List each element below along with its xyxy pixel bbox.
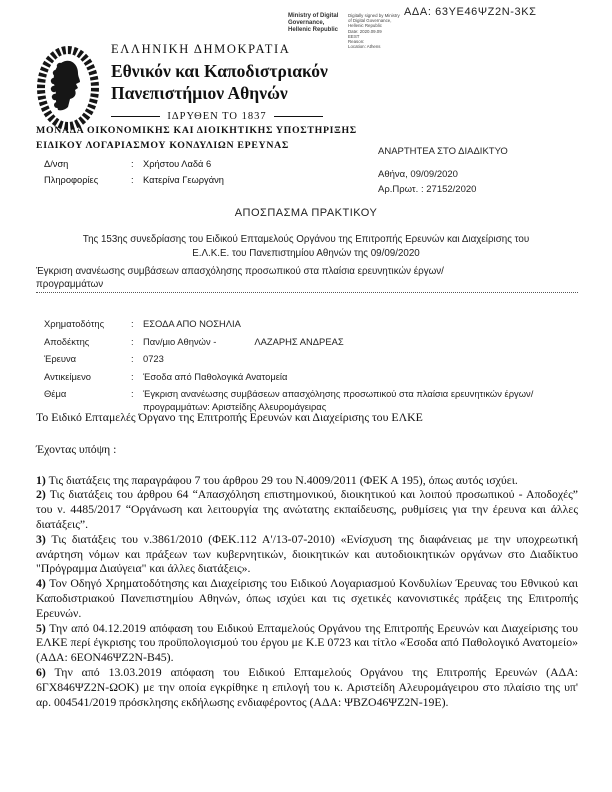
recipient-name: ΛΑΖΑΡΗΣ ΑΝΔΡΕΑΣ bbox=[254, 335, 344, 347]
field-value-topic: Έγκριση ανανέωσης συμβάσεων απασχόλησης προσωπικού στα πλαίσια ερευνητικών έργων/προγραμμάτων: Αριστείδης Αλευρομάγειρας bbox=[143, 388, 534, 412]
university-emblem-icon bbox=[36, 46, 100, 130]
field-value-object: Έσοδα από Παθολογικά Ανατομεία bbox=[143, 370, 288, 382]
unit-line2: ΕΙΔΙΚΟΥ ΛΟΓΑΡΙΑΣΜΟΥ ΚΟΝΔΥΛΙΩΝ ΕΡΕΥΝΑΣ bbox=[36, 140, 289, 151]
list-item: 5) Την από 04.12.2019 απόφαση του Ειδικού Επταμελούς Οργάνου της Επιτροπής Ερευνών και Διαχείρισης του ΕΛΚΕ περί έγκρισης του προϋπολογισμού του έργου με Κ.Ε 0723 και τίτλο «Έσοδα από Παθολογικό Ανατομείο» (ΑΔΑ: 6ΕΟΝ46ΨΖ2Ν-Β45). bbox=[36, 620, 578, 665]
document-title: ΑΠΟΣΠΑΣΜΑ ΠΡΑΚΤΙΚΟΥ bbox=[234, 207, 378, 219]
body-intro: Το Ειδικό Επταμελές Όργανο της Επιτροπής Ερευνών και Διαχείρισης του ΕΛΚΕ bbox=[36, 410, 423, 424]
list-item: 2) Τις διατάξεις του άρθρου 64 “Απασχόληση επιστημονικού, διοικητικού και λοιπού προσωπικού - Αποδοχές” του ν. 4485/2017 “Οργάνωση και λειτουργία της ανώτατης εκπαίδευσης, ρυθμίσεις για την έρευνα και άλλες διατάξεις”. bbox=[36, 487, 578, 531]
having-regard-label: Έχοντας υπόψη : bbox=[36, 441, 117, 456]
university-name-line1: Εθνικόν και Καποδιστριακόν bbox=[111, 61, 328, 81]
legal-basis-list bbox=[36, 473, 578, 710]
field-label-topic: Θέμα bbox=[44, 388, 67, 399]
colon: : bbox=[420, 184, 424, 195]
colon: : bbox=[131, 370, 134, 382]
info-value: Κατερίνα Γεωργάνη bbox=[143, 175, 224, 185]
colon: : bbox=[131, 353, 134, 364]
info-label: Πληροφορίες bbox=[44, 175, 99, 185]
subject-heading bbox=[36, 265, 578, 293]
signature-details: Digitally signed by Ministry of Digital Governance, Hellenic Republic Date: 2020.09.09 EEST Reason: Location: Athens bbox=[348, 13, 400, 50]
field-label-recipient: Αποδέκτης bbox=[44, 335, 90, 347]
field-value-funder: ΕΣΟΔΑ ΑΠΟ ΝΟΣΗΛΙΑ bbox=[143, 318, 241, 329]
contact-block bbox=[44, 159, 224, 185]
list-item: 6) Την από 13.03.2019 απόφαση του Ειδικού Επταμελούς Οργάνου της Επιτροπής Ερευνών (ΑΔΑ: 6ΓΧ846ΨΖ2Ν-ΩΟΚ) με την οποία εγκρίθηκε η επιλογή του κ. Αριστείδη Αλευρομάγειρου στο πλαίσιο της υπ' αρ. 004541/2019 πρόσκλησης εκδήλωσης ενδιαφέροντος (ΑΔΑ: ΨΒΖΟ46ΨΖ2Ν-19Ε). bbox=[36, 664, 578, 709]
field-label-research: Έρευνα bbox=[44, 353, 77, 364]
web-posting-label: ΑΝΑΡΤΗΤΕΑ ΣΤΟ ΔΙΑΔΙΚΤΥΟ bbox=[378, 146, 508, 157]
right-rule-divider bbox=[274, 116, 323, 117]
colon: : bbox=[131, 335, 134, 347]
colon: : bbox=[131, 159, 134, 169]
field-label-funder: Χρηματοδότης bbox=[44, 318, 105, 329]
field-label-object: Αντικείμενο bbox=[44, 370, 91, 382]
colon: : bbox=[131, 175, 134, 185]
left-rule-divider bbox=[111, 116, 160, 117]
list-item: 3) Τις διατάξεις του ν.3861/2010 (ΦΕΚ.112 Α'/13-07-2010) «Ενίσχυση της διαφάνειας με την υποχρεωτική ανάρτηση νόμων και πράξεων των κυβερνητικών, διοικητικών και αυτοδιοικητικών οργάνων στο Διαδίκτυο "Πρόγραμμα Διαύγεια" και άλλες διατάξεις». bbox=[36, 531, 578, 576]
meta-right-block bbox=[378, 146, 508, 195]
field-value-research: 0723 bbox=[143, 353, 164, 364]
address-value: Χρήστου Λαδά 6 bbox=[143, 159, 212, 169]
session-description: Της 153ης συνεδρίασης του Ειδικού Επταμελούς Οργάνου της Επιτροπής Ερευνών και Διαχείρισης του Ε.Λ.Κ.Ε. του Πανεπιστημίου Αθηνών της 09/09/2020 bbox=[82, 234, 530, 259]
founded-row bbox=[111, 111, 323, 122]
founded-label: ΙΔΡΥΘΕΝ ΤΟ 1837 bbox=[167, 111, 267, 122]
signature-authority: Ministry of Digital Governance, Hellenic Republic bbox=[288, 13, 339, 33]
colon: : bbox=[131, 388, 134, 399]
list-item: 1) Τις διατάξεις της παραγράφου 7 του άρθρου 29 του Ν.4009/2011 (ΦΕΚ Α 195), όπως αυτός ισχύει. bbox=[36, 472, 518, 487]
place-date-line: Αθήνα, 09/09/2020 bbox=[378, 169, 458, 180]
subject-line2: προγραμμάτων bbox=[36, 278, 578, 293]
ada-number: ΑΔΑ: 63ΥΕ46ΨΖ2Ν-3ΚΣ bbox=[404, 6, 537, 18]
support-unit-block bbox=[36, 123, 357, 153]
unit-line1: ΜΟΝΑΔΑ ΟΙΚΟΝΟΜΙΚΗΣ ΚΑΙ ΔΙΟΙΚΗΤΙΚΗΣ ΥΠΟΣΤΗΡΙΞΗΣ bbox=[36, 125, 357, 136]
protocol-number: 27152/2020 bbox=[426, 184, 477, 195]
colon: : bbox=[131, 318, 134, 329]
body-block bbox=[36, 410, 578, 709]
letterhead bbox=[111, 42, 363, 122]
protocol-line: Αρ.Πρωτ. : 27152/2020 bbox=[378, 184, 477, 195]
field-table bbox=[44, 318, 576, 413]
field-value-recipient: Παν/μιο Αθηνών - ΛΑΖΑΡΗΣ ΑΝΔΡΕΑΣ bbox=[143, 335, 344, 347]
university-name-line2: Πανεπιστήμιον Αθηνών bbox=[111, 83, 288, 103]
address-label: Δ/νση bbox=[44, 159, 69, 169]
subject-line1: Έγκριση ανανέωσης συμβάσεων απασχόλησης προσωπικού στα πλαίσια ερευνητικών έργων/ bbox=[36, 266, 444, 277]
list-item: 4) Τον Οδηγό Χρηματοδότησης και Διαχείρισης του Ειδικού Λογαριασμού Κονδυλίων Έρευνας του Εθνικού και Καποδιστριακού Πανεπιστημίου Αθηνών, όπως ισχύει και τις σχετικές κανονιστικές πράξεις της Επιτροπής Ερευνών. bbox=[36, 576, 578, 620]
hellenic-republic-label: ΕΛΛΗΝΙΚΗ ΔΗΜΟΚΡΑΤΙΑ bbox=[111, 42, 291, 56]
